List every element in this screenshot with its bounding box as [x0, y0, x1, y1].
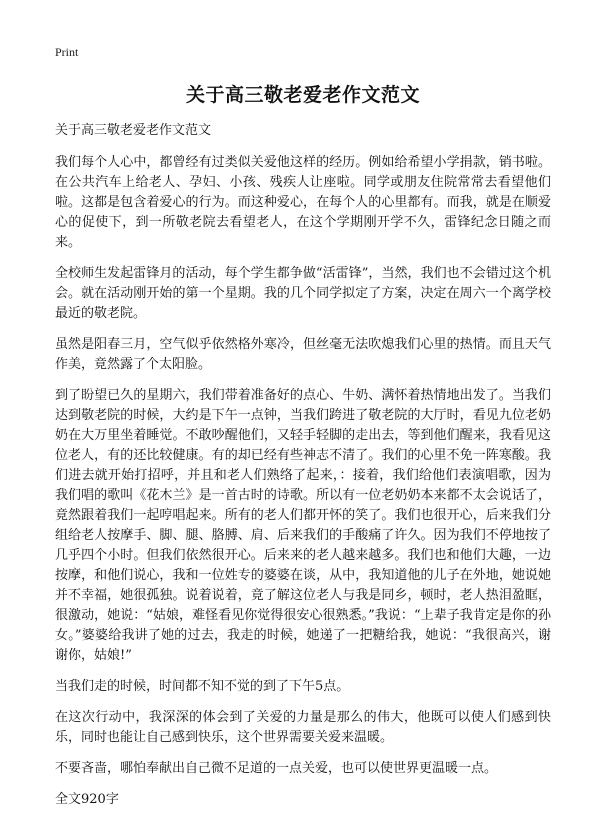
paragraph-3: 虽然是阳春三月，空气似乎依然格外寒冷，但丝毫无法吹熄我们心里的热情。而且天气作美，竟然露了个太阳脸。 — [55, 337, 551, 372]
document-subtitle: 关于高三敬老爱老作文范文 — [55, 123, 212, 138]
paragraph-7: 不要吝啬，哪怕奉献出自己微不足道的一点关爱，也可以使世界更温暖一点。 — [55, 761, 498, 776]
page-title: 关于高三敬老爱老作文范文 — [185, 84, 420, 106]
paragraph-4: 到了盼望已久的星期六，我们带着准备好的点心、牛奶、满怀着热情地出发了。当我们达到敬老院的时候，大约是下午一点钟，当我们跨进了敬老院的大厅时，看见九位老奶奶在大万里坐着睡觉。不敢吵醒他们，又轻手轻脚的走出去，等到他们醒来，我看见这位老人，有的还比较健康。有的却已经有些神志不清了。我们的心里不免一阵寒酸。我们进去就开始打招呼，并且和老人们熟络了起来，：接着，我们给他们表演唱歌，因为我们唱的歌叫《花木兰》是一首古时的诗歌。所以有一位老奶奶本来都不太会说话了，竟然跟着我们一起哼唱起来。所有的老人们都开怀的笑了。我们也很开心，后来我们分组给老人按摩手、脚、腿、胳膊、肩、后来我们的手酸痛了许久。因为我们不停地按了几乎四个小时。但我们依然很开心。后来来的老人越来越多。我们也和他们大趣，一边按摩，和他们说心，我和一位姓专的婆婆在谈，从中，我知道他的儿子在外地，她说她并不幸福，她很孤独。说着说着，竟了解这位老人与我是同乡，顿时，老人热泪盈眶，很激动，她说：“姑娘，难怪看见你觉得很安心很熟悉。”我说：“上辈子我肯定是你的孙女。”婆婆给我讲了她的过去，我走的时候，她递了一把糖给我，她说：“我很高兴，谢谢你，姑娘!” — [55, 388, 551, 663]
word-count: 全文920字 — [55, 792, 119, 807]
paragraph-1: 我们每个人心中，都曾经有过类似关爱他这样的经历。例如给希望小学捐款，销书啦。在公共汽车上给老人、孕妇、小孩、残疾人让座啦。同学或朋友住院常常去看望他们啦。这都是包含着爱心的行为。而这种爱心，在每个人的心里都有。而我，就是在顺爱心的促使下，到一所敬老院去看望老人，在这个学期刚开学不久，雷锋纪念日随之而来。 — [55, 155, 551, 250]
print-label[interactable]: Print — [55, 45, 79, 59]
document-body — [55, 80, 551, 810]
paragraph-5: 当我们走的时候，时间都不知不觉的到了下午5点。 — [55, 679, 350, 694]
paragraph-6: 在这次行动中，我深深的体会到了关爱的力量是那么的伟大，他既可以使人们感到快乐，同时也能让自己感到快乐，这个世界需要关爱来温暖。 — [55, 710, 551, 745]
paragraph-2: 全校师生发起雷锋月的活动，每个学生都争做“活雷锋”，当然，我们也不会错过这个机会。就在活动刚开始的第一个星期。我的几个同学拟定了方案，决定在周六一个离学校最近的敬老院。 — [55, 266, 551, 321]
